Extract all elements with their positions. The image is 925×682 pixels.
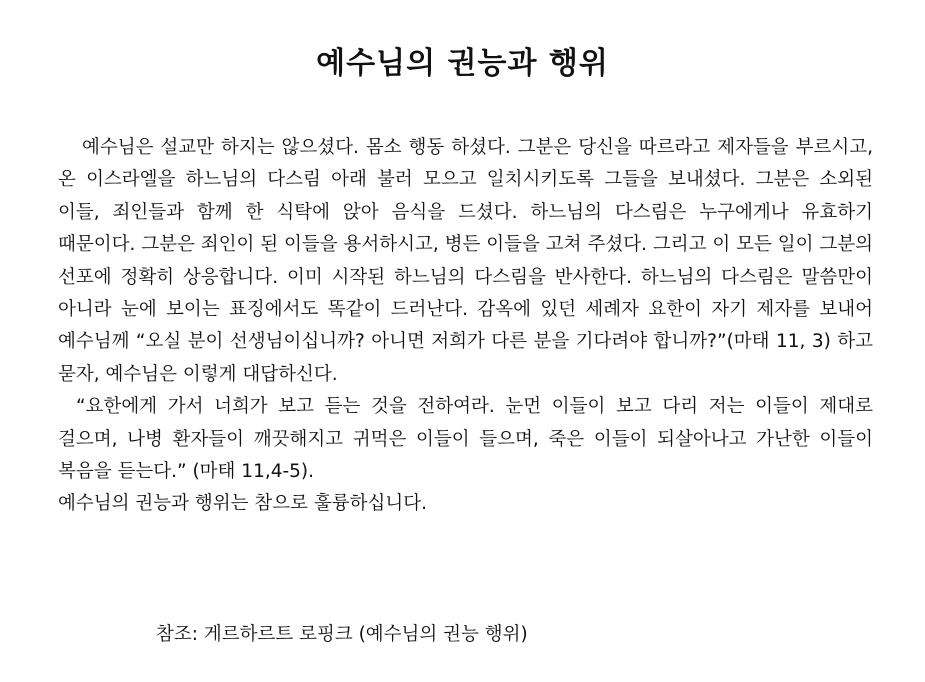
document-title: 예수님의 권능과 행위: [316, 46, 609, 81]
paragraph-3-conclusion: 예수님의 권능과 행위는 참으로 훌륭하십니다.: [58, 493, 427, 515]
document-body: [58, 132, 873, 521]
reference-citation: 참조: 게르하르트 로핑크 (예수님의 권능 행위): [156, 624, 528, 645]
paragraph-2-quote: “요한에게 가서 너희가 보고 듣는 것을 전하여라. 눈먼 이들이 보고 다리 저는 이들이 제대로 걸으며, 나병 환자들이 깨끗해지고 귀먹은 이들이 들으며, 죽은 이들이 되살아나고 가난한 이들이 복음을 듣는다.” (마태 11,4-5).: [58, 396, 873, 483]
paragraph-1: 예수님은 설교만 하지는 않으셨다. 몸소 행동 하셨다. 그분은 당신을 따르라고 제자들을 부르시고, 온 이스라엘을 하느님의 다스림 아래 불러 모으고 일치시키도록 그들을 보내셨다. 그분은 소외된 이들, 죄인들과 함께 한 식탁에 앉아 음식을 드셨다. 하느님의 다스림은 누구에게나 유효하기 때문이다. 그분은 죄인이 된 이들을 용서하시고, 병든 이들을 고쳐 주셨다. 그리고 이 모든 일이 그분의 선포에 정확히 상응합니다. 이미 시작된 하느님의 다스림을 반사한다. 하느님의 다스림은 말씀만이 아니라 눈에 보이는 표징에서도 똑같이 드러난다. 감옥에 있던 세례자 요한이 자기 제자를 보내어 예수님께 “오실 분이 선생님이십니까? 아니면 저희가 다른 분을 기다려야 합니까?”(마태 11, 3) 하고 묻자, 예수님은 이렇게 대답하신다.: [58, 137, 873, 385]
